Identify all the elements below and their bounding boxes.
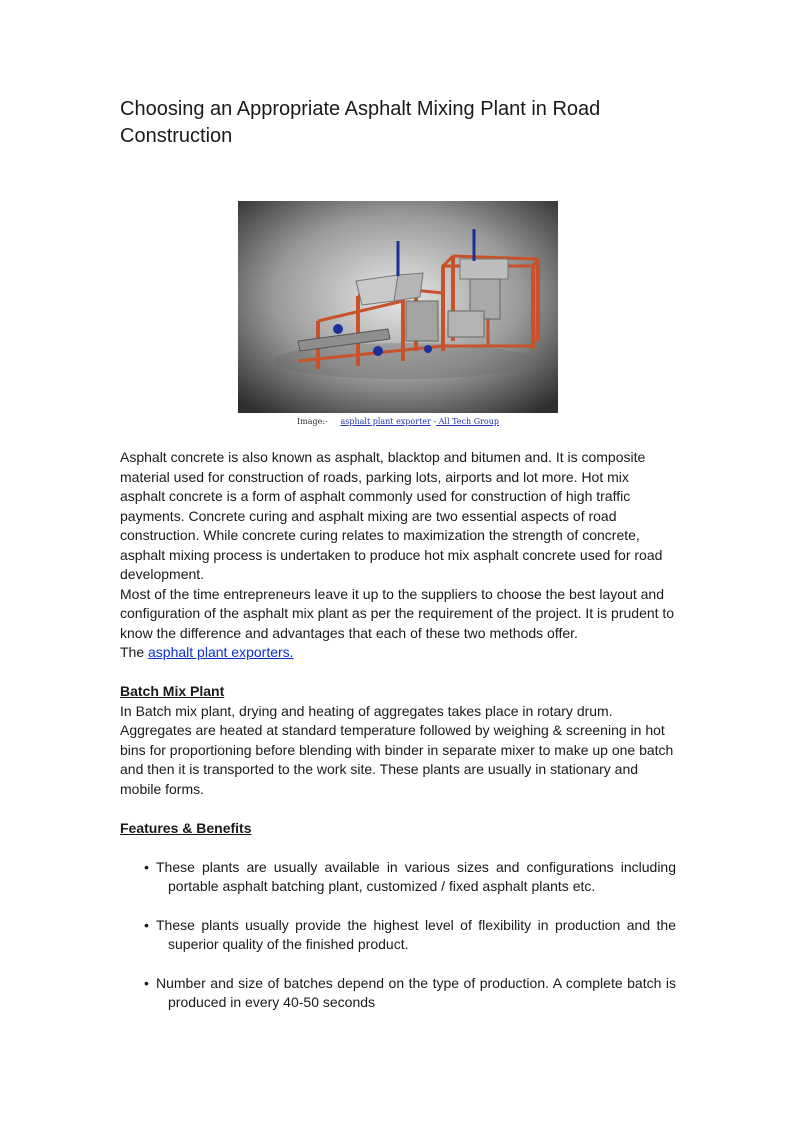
- caption-link-exporter[interactable]: asphalt plant exporter: [340, 417, 431, 426]
- bullet-icon: •: [144, 858, 149, 875]
- spacer: [120, 838, 676, 858]
- caption-prefix: Image:-: [296, 417, 328, 426]
- figure-caption: [120, 416, 676, 428]
- asphalt-plant-image: [238, 201, 558, 413]
- bullet-icon: •: [144, 916, 149, 933]
- batch-mix-plant-heading: Batch Mix Plant: [120, 683, 225, 699]
- intro-paragraph-3: [120, 643, 676, 663]
- list-item: [120, 916, 676, 955]
- list-item: [120, 858, 676, 897]
- caption-separator: -: [433, 417, 437, 426]
- document-page: [120, 96, 676, 1032]
- intro-paragraph-3-prefix: The: [120, 644, 149, 660]
- bullet-icon: •: [144, 974, 149, 991]
- list-item: [120, 974, 676, 1013]
- list-item-text: These plants usually provide the highest level of flexibility in production and the superior quality of the finished product.: [156, 916, 676, 952]
- list-item-text: These plants are usually available in various sizes and configurations including portable asphalt batching plant, customized / fixed asphalt plants etc.: [156, 858, 676, 894]
- spacer: [120, 663, 676, 683]
- asphalt-plant-exporters-link[interactable]: asphalt plant exporters.: [148, 644, 294, 660]
- intro-paragraph-1: Asphalt concrete is also known as asphalt, blacktop and bitumen and. It is composite material used for construction of roads, parking lots, airports and lot more. Hot mix asphalt concrete is a form of asphalt commonly used for construction of high traffic payments. Concrete curing and asphalt mixing are two essential aspects of road construction. While concrete curing relates to maximization the strength of concrete, asphalt mixing process is undertaken to produce hot mix asphalt concrete used for road development.: [120, 449, 663, 582]
- caption-link-group[interactable]: All Tech Group: [436, 417, 500, 426]
- intro-paragraph-2: Most of the time entrepreneurs leave it up to the suppliers to choose the best layout and configuration of the asphalt mix plant as per the requirement of the project. It is prudent to know the difference and advantages that each of these two methods offer.: [120, 585, 675, 641]
- figure: [120, 201, 676, 428]
- features-list: [120, 858, 676, 1013]
- spacer: [120, 799, 676, 819]
- batch-mix-plant-text: In Batch mix plant, drying and heating of aggregates takes place in rotary drum. Aggregates are heated at standard temperature followed by weighing & screening in hot bins for proportioning before blending with binder in separate mixer to make up one batch and then it is transported to the work site. These plants are usually in stationary and mobile forms.: [120, 702, 674, 797]
- document-title: Choosing an Appropriate Asphalt Mixing Plant in Road Construction: [120, 98, 601, 147]
- features-benefits-heading: Features & Benefits: [120, 819, 252, 836]
- list-item-text: Number and size of batches depend on the type of production. A complete batch is produced in every 40-50 seconds: [156, 974, 676, 1010]
